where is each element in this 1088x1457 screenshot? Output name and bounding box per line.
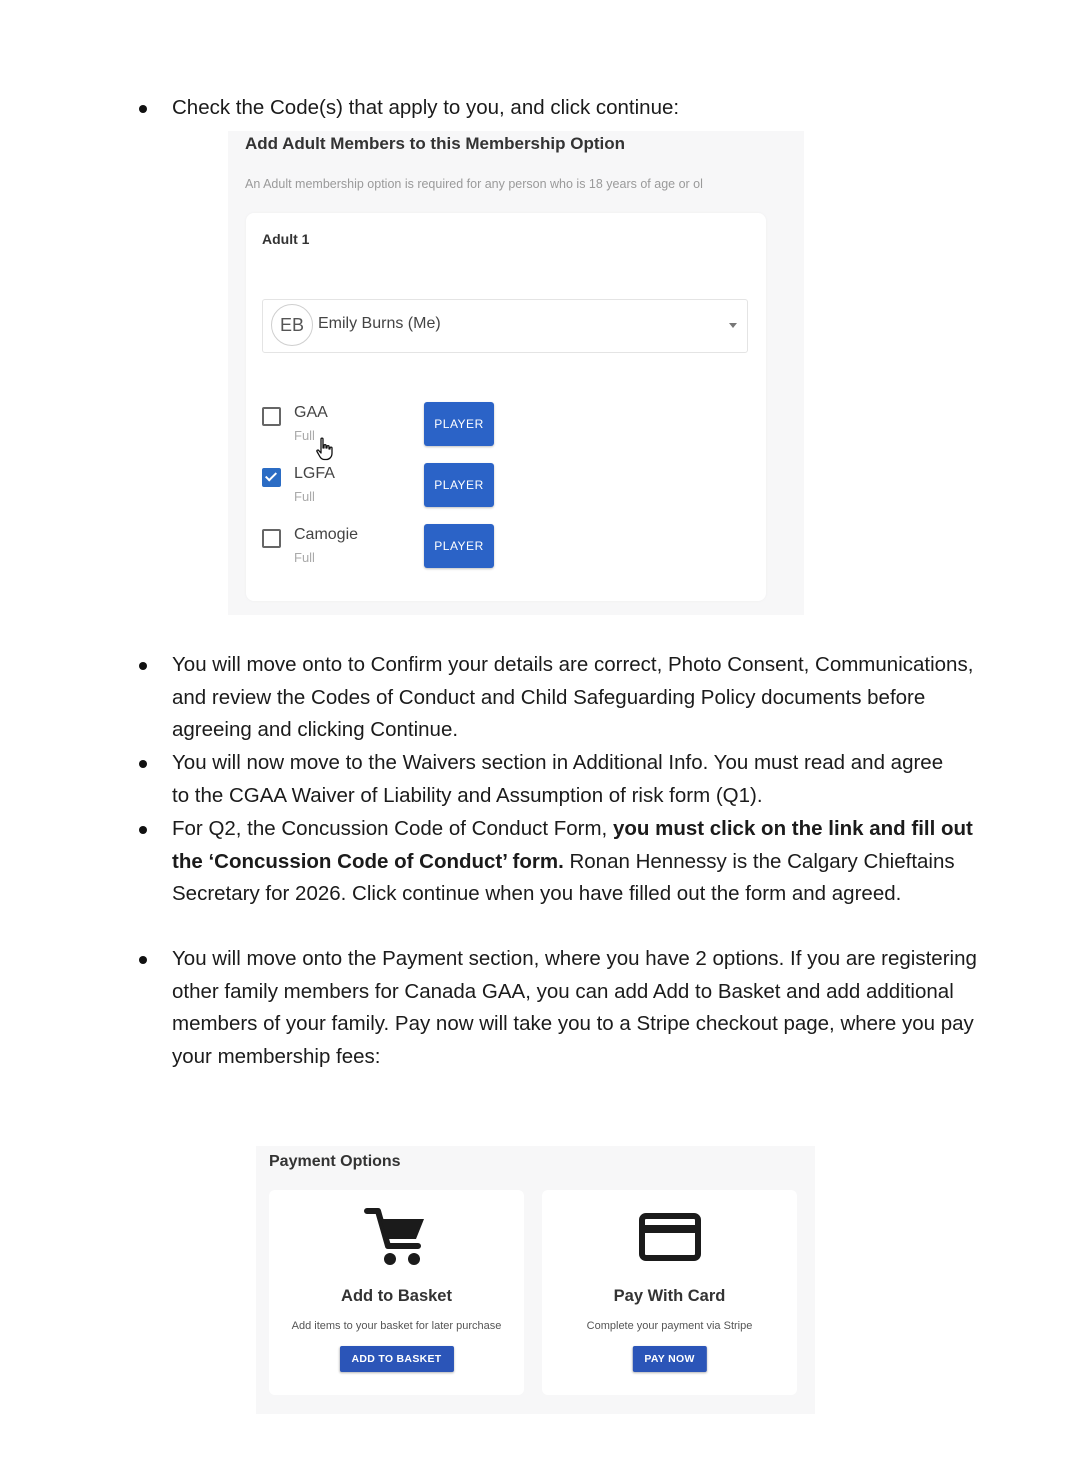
pay-with-card-title: Pay With Card [613, 1287, 726, 1305]
bullet-item-5 [172, 943, 992, 1073]
bullet-item-1 [172, 92, 1052, 125]
bullet-text-bold: you must click on the link and fill out the ‘Concussion Code of Conduct’ form. [172, 817, 973, 873]
code-row-lgfa [262, 463, 522, 513]
bullet-text-part2: Ronan Hennessy is the Calgary Chieftains Secretary for 2026. Click continue when you have filled out the form and agreed. [172, 849, 955, 905]
bullet-dot [139, 826, 147, 834]
bullet-text: Check the Code(s) that apply to you, and click continue: [172, 96, 680, 119]
add-to-basket-button[interactable]: ADD TO BASKET [339, 1346, 453, 1372]
player-button-camogie[interactable]: PLAYER [424, 524, 494, 568]
checkbox-gaa[interactable] [262, 407, 281, 426]
bullet-item-3 [172, 747, 962, 812]
code-name: GAA [294, 404, 328, 421]
membership-subtitle: An Adult membership option is required for any person who is 18 years of age or ol [245, 177, 703, 191]
add-to-basket-description: Add items to your basket for later purchase [291, 1320, 502, 1332]
player-button-gaa[interactable]: PLAYER [424, 402, 494, 446]
code-type: Full [294, 428, 315, 443]
bullet-dot [139, 105, 147, 113]
checkbox-lgfa[interactable] [262, 468, 281, 487]
pay-now-button[interactable]: PAY NOW [632, 1346, 706, 1372]
bullet-text: You will now move to the Waivers section in Additional Info. You must read and agree to the CGAA Waiver of Liability and Assumption of risk form (Q1). [172, 751, 944, 807]
checkbox-camogie[interactable] [262, 529, 281, 548]
adult-member-card [246, 213, 766, 601]
member-select[interactable] [262, 299, 748, 353]
pay-with-card-card [542, 1190, 797, 1395]
code-type: Full [294, 489, 315, 504]
payment-title: Payment Options [269, 1153, 401, 1170]
bullet-text: You will move onto to Confirm your details are correct, Photo Consent, Communications, and review the Codes of Conduct and Child Safeguarding Policy documents before agreeing and clicking Continue. [172, 653, 974, 741]
cart-icon [364, 1206, 430, 1268]
bullet-text-part1: For Q2, the Concussion Code of Conduct Form, [172, 817, 613, 840]
credit-card-icon [637, 1206, 703, 1268]
hand-cursor-icon [315, 437, 335, 461]
code-name: Camogie [294, 526, 359, 543]
chevron-down-icon [729, 323, 737, 328]
adult-label: Adult 1 [262, 231, 310, 247]
add-to-basket-title: Add to Basket [341, 1287, 452, 1305]
player-button-lgfa[interactable]: PLAYER [424, 463, 494, 507]
bullet-dot [139, 662, 147, 670]
code-row-gaa [262, 402, 522, 452]
bullet-dot [139, 956, 147, 964]
code-name: LGFA [294, 465, 335, 482]
membership-title: Add Adult Members to this Membership Option [245, 134, 625, 153]
selected-member: Emily Burns (Me) [318, 315, 441, 332]
bullet-text: You will move onto the Payment section, where you have 2 options. If you are registering other family members for Canada GAA, you can add Add to Basket and add additional members of your family. Pay now will take you to a Stripe checkout page, where you pay your membership fees: [172, 947, 977, 1068]
bullet-item-4 [172, 813, 1002, 911]
avatar: EB [271, 304, 313, 346]
pay-with-card-description: Complete your payment via Stripe [586, 1320, 753, 1332]
bullet-dot [139, 760, 147, 768]
payment-options-screenshot [256, 1146, 815, 1414]
membership-option-screenshot [228, 131, 804, 615]
add-to-basket-card [269, 1190, 524, 1395]
bullet-item-2 [172, 649, 1002, 747]
code-row-camogie [262, 524, 522, 574]
code-type: Full [294, 550, 315, 565]
